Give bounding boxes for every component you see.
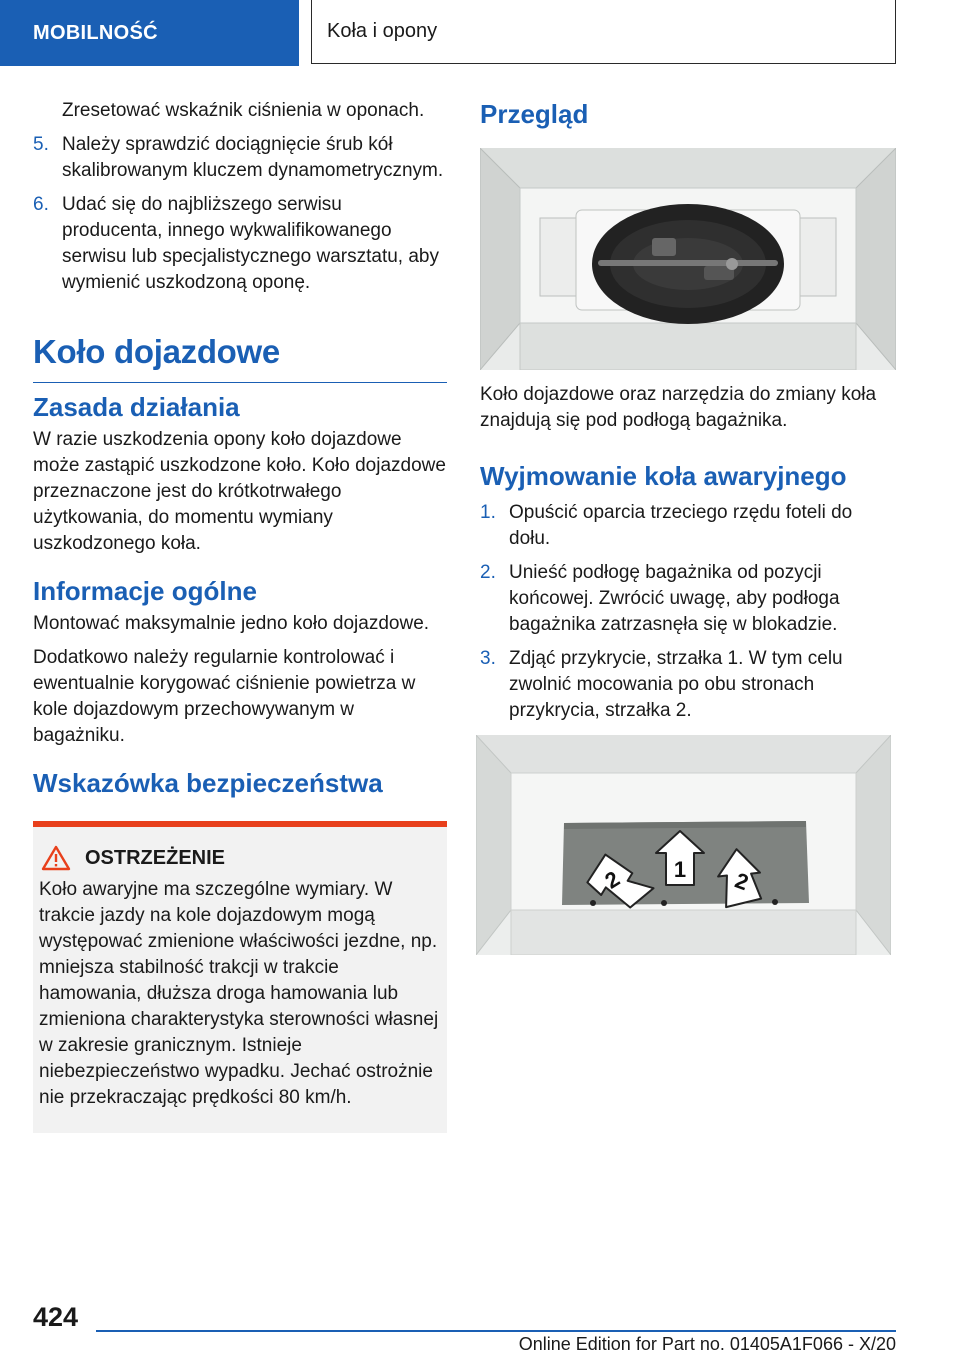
footer-divider [96, 1330, 896, 1332]
warning-label: OSTRZEŻENIE [85, 846, 226, 869]
footer-edition: Online Edition for Part no. 01405A1F066 - X/20 [518, 1334, 896, 1354]
trunk-cover-image [476, 735, 891, 955]
trunk-illustration [480, 148, 896, 370]
overview-heading: Przegląd [480, 99, 589, 129]
step-text: Należy sprawdzić dociągnięcie śrub kół skalibrowanym kluczem dynamometrycznym. [62, 134, 444, 181]
general-text-2: Dodatkowo należy regularnie kontrolować i ewentualnie korygować ciśnienie powietrza w kole dojazdowym przechowywanym w bagażniku. [33, 647, 416, 746]
removal-heading: Wyjmowanie koła awaryjnego [480, 461, 847, 491]
step-item [480, 500, 896, 552]
step-text: Opuścić oparcia trzeciego rzędu foteli do dołu. [509, 502, 853, 549]
step-item [480, 560, 896, 638]
general-heading: Informacje ogólne [33, 576, 257, 606]
warning-text: Koło awaryjne ma szczególne wymiary. W trakcie jazdy na kole dojazdowym mogą występować zmienione właściwości jezdne, np. mniejsza stabilność trakcji w trakcie hamowania, dłuższa droga hamowania lub zmieniona charakterystyka sterowności własnej w zakresie granicznym. Istnieje niebezpieczeństwo wypadku. Jechać ostrożnie nie przekraczając prędkości 80 km/h. [39, 879, 439, 1108]
step-number: 2. [480, 562, 496, 583]
overview-caption: Koło dojazdowe oraz narzędzia do zmiany koła znajdują się pod podłogą bagażnika. [480, 384, 877, 431]
trunk-spare-wheel-image [480, 148, 896, 370]
warning-box [33, 827, 447, 1133]
chapter-label: Koła i opony [327, 20, 438, 42]
chapter-box [311, 0, 896, 64]
section-title: Koło dojazdowe [33, 332, 447, 383]
step-number: 3. [480, 648, 496, 669]
step-number: 6. [33, 194, 49, 215]
intro-text: Zresetować wskaźnik ciśnienia w oponach. [62, 100, 425, 121]
step-number: 1. [480, 502, 496, 523]
step-text: Udać się do najbliższego serwisu producenta, innego wykwalifikowanego serwisu lub specjalistycznego warsztatu, aby wymienić uszkodzoną oponę. [62, 194, 440, 293]
step-item [33, 192, 447, 296]
principle-text: W razie uszkodzenia opony koło dojazdowe może zastąpić uszkodzone koło. Koło dojazdowe przeznaczone jest do krótkotrwałego użytkowania, do momentu wymiany uszkodzonego koła. [33, 429, 446, 554]
step-item [480, 646, 896, 724]
right-column [480, 98, 896, 724]
step-text: Unieść podłogę bagażnika od pozycji końcowej. Zwrócić uwagę, aby podłoga bagażnika zatrzasnęła się w blokadzie. [509, 562, 840, 635]
step-number: 5. [33, 134, 49, 155]
arrow-label-2-left: 2 [600, 865, 625, 894]
section-tab [0, 0, 299, 66]
step-item [33, 132, 447, 184]
general-text-1: Montować maksymalnie jedno koło dojazdowe. [33, 613, 430, 634]
warning-header [39, 845, 441, 871]
left-column [33, 98, 447, 1133]
safety-heading: Wskazówka bezpieczeństwa [33, 768, 383, 798]
warning-triangle-icon [41, 845, 71, 871]
principle-heading: Zasada działania [33, 392, 240, 422]
page-number: 424 [33, 1302, 79, 1332]
arrow-label-1: 1 [673, 857, 687, 882]
step-text: Zdjąć przykrycie, strzałka 1. W tym celu zwolnić mocowania po obu stronach przykrycia, strzałka 2. [509, 648, 843, 721]
trunk-cover-illustration [476, 735, 891, 955]
section-label: MOBILNOŚĆ [33, 21, 158, 44]
arrow-label-2-right: 2 [731, 867, 752, 896]
